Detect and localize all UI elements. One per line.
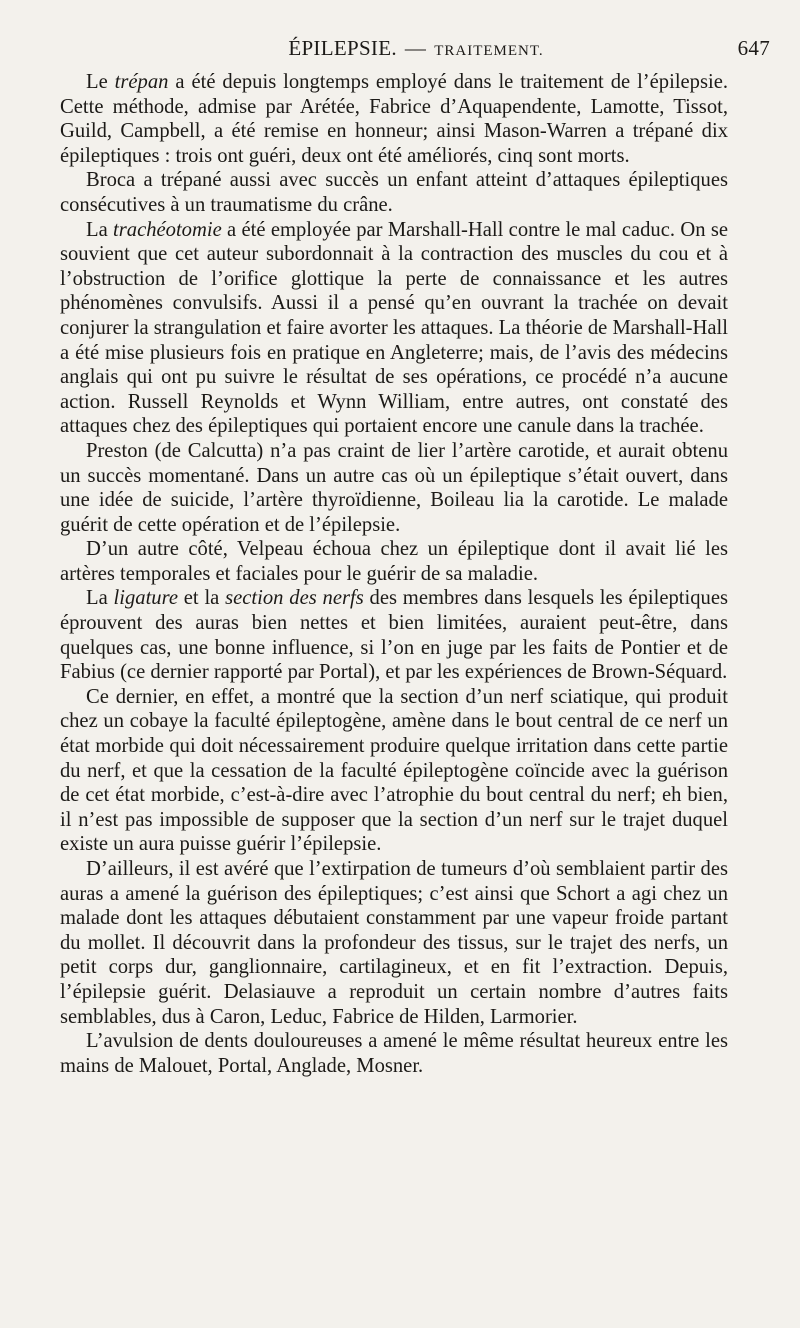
paragraph	[60, 1029, 728, 1078]
paragraph	[60, 168, 728, 217]
italic-term: trépan	[114, 71, 169, 93]
text-run: Le	[86, 71, 115, 93]
text-run: et la	[177, 587, 226, 610]
text-run: L’avulsion de dents douloureuses a amené le même résultat heureux entre les mains de Malouet, Portal, Anglade, Mosner.	[60, 1030, 728, 1077]
text-run: La	[86, 218, 114, 241]
text-run: D’un autre côté, Velpeau échoua chez un épileptique dont il avait lié les artères temporales et faciales pour le guérir de sa maladie.	[60, 538, 728, 585]
text-run: Ce dernier, en effet, a montré que la section d’un nerf sciatique, qui produit chez un cobaye la faculté épileptogène, amène dans le bout central de ce nerf un état morbide qui doit nécessairement produire quelque irritation dans cette partie du nerf, et que la cessation de la faculté épileptogène coïncide avec la guérison de cet état morbide, c’est-à-dire avec l’atrophie du bout central du nerf; eh bien, il n’est pas impossible de supposer que la section d’un nerf sur le trajet duquel existe un aura puisse guérir l’épilepsie.	[60, 685, 728, 856]
text-run: a été employée par Marshall-Hall contre le mal caduc. On se souvient que cet auteur subordonnait à la contraction des muscles du cou et à l’obstruction de l’orifice glottique la perte de connaissance et les autres phénomènes convulsifs. Aussi il a pensé qu’en ouvrant la trachée on devait conjurer la strangulation et faire avorter les attaques. La théorie de Marshall-Hall a été mise plusieurs fois en pratique en Angleterre; mais, de l’avis des médecins anglais qui ont pu suivre le résultat de ses opérations, ce procédé n’a aucune action. Russell Reynolds et Wynn William, entre autres, ont constaté des attaques chez des épileptiques qui portaient encore une canule dans la trachée.	[60, 218, 728, 438]
text-run: des membres dans lesquels les épileptiques éprouvent des auras bien nettes et bien limitées, auraient peut-être, dans quelques cas, une bonne influence, si l’on en juge par les faits de Pontier et de Fabius (ce dernier rapporté par Portal), et par les expériences de Brown-Séquard.	[60, 587, 728, 684]
running-header	[60, 36, 772, 70]
paragraph	[60, 218, 728, 439]
text-run: Preston (de Calcutta) n’a pas craint de lier l’artère carotide, et aurait obtenu un succès momentané. Dans un autre cas où un épileptique s’était ouvert, dans une idée de suicide, l’artère thyroïdienne, Boileau lia la carotide. Le malade guérit de cette opération et de l’épilepsie.	[60, 439, 728, 536]
italic-term: section des nerfs	[225, 587, 364, 610]
italic-term: ligature	[113, 587, 178, 610]
page-number: 647	[737, 36, 770, 60]
paragraph	[60, 439, 728, 537]
paragraph	[60, 685, 728, 857]
paragraph	[60, 537, 728, 586]
header-subtitle: TRAITEMENT.	[434, 43, 544, 59]
italic-term: trachéotomie	[113, 218, 222, 241]
header-dash: —	[404, 36, 427, 60]
header-title: ÉPILEPSIE.	[288, 36, 397, 60]
paragraph	[60, 70, 728, 168]
text-run: a été depuis longtemps employé dans le traitement de l’épilepsie. Cette méthode, admise par Arétée, Fabrice d’Aquapendente, Lamotte, Tissot, Guild, Campbell, a été remise en honneur; ainsi Mason-Warren a trépané dix épileptiques : trois ont guéri, deux ont été améliorés, cinq sont morts.	[60, 71, 728, 167]
text-run: D’ailleurs, il est avéré que l’extirpation de tumeurs d’où semblaient partir des auras a amené la guérison des épileptiques; c’est ainsi que Schort a agi chez un malade dont les attaques débutaient constamment par une vapeur froide partant du mollet. Il découvrit dans la profondeur des tissus, sur le trajet des nerfs, un petit corps dur, ganglionnaire, cartilagineux, et en fit l’extraction. Depuis, l’épilepsie guérit. Delasiauve a reproduit un certain nombre d’autres faits semblables, dus à Caron, Leduc, Fabrice de Hilden, Larmorier.	[60, 858, 728, 1028]
paragraph	[60, 857, 728, 1029]
paragraph	[60, 586, 728, 684]
text-run: Broca a trépané aussi avec succès un enfant atteint d’attaques épileptiques consécutives à un traumatisme du crâne.	[60, 169, 728, 216]
text-run: La	[86, 587, 114, 610]
body-text	[60, 70, 728, 1078]
